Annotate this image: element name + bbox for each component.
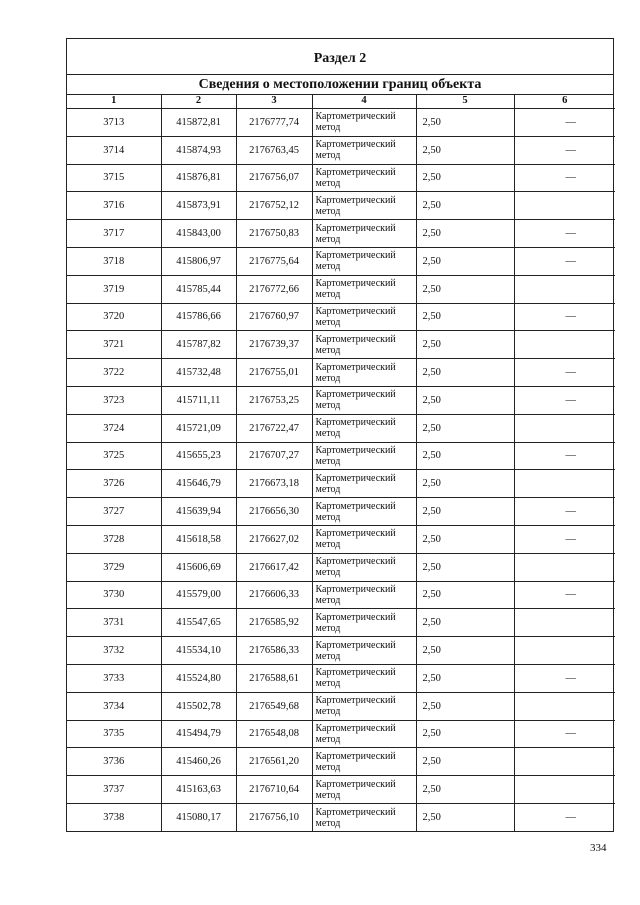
accuracy-cell: 2,50	[416, 414, 514, 442]
table-row	[67, 109, 615, 137]
note-cell: —	[514, 164, 615, 192]
boundary-coordinates-table	[67, 94, 615, 831]
column-header: 3	[236, 94, 312, 109]
method-cell: Картометрический метод	[312, 359, 416, 387]
table-row	[67, 498, 615, 526]
note-cell	[514, 609, 615, 637]
accuracy-cell: 2,50	[416, 164, 514, 192]
accuracy-cell: 2,50	[416, 498, 514, 526]
point-number-cell: 3715	[67, 164, 161, 192]
point-number-cell: 3735	[67, 720, 161, 748]
x-coordinate-cell: 415460,26	[161, 748, 236, 776]
table-row	[67, 414, 615, 442]
point-number-cell: 3713	[67, 109, 161, 137]
y-coordinate-cell: 2176752,12	[236, 192, 312, 220]
note-cell	[514, 553, 615, 581]
table-row	[67, 275, 615, 303]
column-header: 6	[514, 94, 615, 109]
accuracy-cell: 2,50	[416, 359, 514, 387]
x-coordinate-cell: 415655,23	[161, 442, 236, 470]
y-coordinate-cell: 2176548,08	[236, 720, 312, 748]
column-header: 4	[312, 94, 416, 109]
accuracy-cell: 2,50	[416, 331, 514, 359]
y-coordinate-cell: 2176586,33	[236, 637, 312, 665]
column-header: 1	[67, 94, 161, 109]
point-number-cell: 3727	[67, 498, 161, 526]
y-coordinate-cell: 2176722,47	[236, 414, 312, 442]
y-coordinate-cell: 2176750,83	[236, 220, 312, 248]
accuracy-cell: 2,50	[416, 136, 514, 164]
accuracy-cell: 2,50	[416, 525, 514, 553]
point-number-cell: 3738	[67, 803, 161, 831]
accuracy-cell: 2,50	[416, 720, 514, 748]
y-coordinate-cell: 2176585,92	[236, 609, 312, 637]
table-row	[67, 303, 615, 331]
y-coordinate-cell: 2176760,97	[236, 303, 312, 331]
note-cell: —	[514, 442, 615, 470]
column-header: 5	[416, 94, 514, 109]
y-coordinate-cell: 2176756,07	[236, 164, 312, 192]
note-cell: —	[514, 803, 615, 831]
method-cell: Картометрический метод	[312, 247, 416, 275]
accuracy-cell: 2,50	[416, 109, 514, 137]
accuracy-cell: 2,50	[416, 776, 514, 804]
section-subtitle: Сведения о местоположении границ объекта	[67, 75, 613, 95]
note-cell: —	[514, 386, 615, 414]
table-row	[67, 553, 615, 581]
note-cell: —	[514, 109, 615, 137]
accuracy-cell: 2,50	[416, 692, 514, 720]
note-cell: —	[514, 525, 615, 553]
y-coordinate-cell: 2176656,30	[236, 498, 312, 526]
point-number-cell: 3732	[67, 637, 161, 665]
accuracy-cell: 2,50	[416, 192, 514, 220]
x-coordinate-cell: 415534,10	[161, 637, 236, 665]
note-cell: —	[514, 581, 615, 609]
y-coordinate-cell: 2176756,10	[236, 803, 312, 831]
point-number-cell: 3726	[67, 470, 161, 498]
method-cell: Картометрический метод	[312, 164, 416, 192]
x-coordinate-cell: 415785,44	[161, 275, 236, 303]
method-cell: Картометрический метод	[312, 220, 416, 248]
method-cell: Картометрический метод	[312, 192, 416, 220]
y-coordinate-cell: 2176561,20	[236, 748, 312, 776]
x-coordinate-cell: 415646,79	[161, 470, 236, 498]
method-cell: Картометрический метод	[312, 303, 416, 331]
y-coordinate-cell: 2176617,42	[236, 553, 312, 581]
method-cell: Картометрический метод	[312, 720, 416, 748]
x-coordinate-cell: 415163,63	[161, 776, 236, 804]
y-coordinate-cell: 2176777,74	[236, 109, 312, 137]
method-cell: Картометрический метод	[312, 136, 416, 164]
y-coordinate-cell: 2176739,37	[236, 331, 312, 359]
note-cell	[514, 331, 615, 359]
table-row	[67, 442, 615, 470]
accuracy-cell: 2,50	[416, 247, 514, 275]
method-cell: Картометрический метод	[312, 109, 416, 137]
y-coordinate-cell: 2176772,66	[236, 275, 312, 303]
y-coordinate-cell: 2176549,68	[236, 692, 312, 720]
note-cell: —	[514, 664, 615, 692]
y-coordinate-cell: 2176673,18	[236, 470, 312, 498]
note-cell	[514, 776, 615, 804]
y-coordinate-cell: 2176753,25	[236, 386, 312, 414]
x-coordinate-cell: 415579,00	[161, 581, 236, 609]
point-number-cell: 3714	[67, 136, 161, 164]
y-coordinate-cell: 2176606,33	[236, 581, 312, 609]
note-cell	[514, 414, 615, 442]
x-coordinate-cell: 415639,94	[161, 498, 236, 526]
document-frame	[66, 38, 614, 832]
method-cell: Картометрический метод	[312, 609, 416, 637]
x-coordinate-cell: 415874,93	[161, 136, 236, 164]
table-row	[67, 136, 615, 164]
table-row	[67, 525, 615, 553]
accuracy-cell: 2,50	[416, 303, 514, 331]
table-row	[67, 470, 615, 498]
method-cell: Картометрический метод	[312, 470, 416, 498]
table-row	[67, 637, 615, 665]
y-coordinate-cell: 2176707,27	[236, 442, 312, 470]
table-row	[67, 720, 615, 748]
method-cell: Картометрический метод	[312, 525, 416, 553]
method-cell: Картометрический метод	[312, 442, 416, 470]
x-coordinate-cell: 415876,81	[161, 164, 236, 192]
x-coordinate-cell: 415711,11	[161, 386, 236, 414]
point-number-cell: 3728	[67, 525, 161, 553]
x-coordinate-cell: 415806,97	[161, 247, 236, 275]
note-cell: —	[514, 303, 615, 331]
method-cell: Картометрический метод	[312, 498, 416, 526]
table-body	[67, 109, 615, 832]
table-row	[67, 664, 615, 692]
x-coordinate-cell: 415547,65	[161, 609, 236, 637]
accuracy-cell: 2,50	[416, 553, 514, 581]
column-header: 2	[161, 94, 236, 109]
point-number-cell: 3720	[67, 303, 161, 331]
table-row	[67, 581, 615, 609]
method-cell: Картометрический метод	[312, 637, 416, 665]
x-coordinate-cell: 415618,58	[161, 525, 236, 553]
table-row	[67, 220, 615, 248]
point-number-cell: 3718	[67, 247, 161, 275]
table-row	[67, 164, 615, 192]
method-cell: Картометрический метод	[312, 275, 416, 303]
note-cell	[514, 275, 615, 303]
table-row	[67, 692, 615, 720]
note-cell	[514, 637, 615, 665]
x-coordinate-cell: 415872,81	[161, 109, 236, 137]
note-cell: —	[514, 220, 615, 248]
point-number-cell: 3733	[67, 664, 161, 692]
method-cell: Картометрический метод	[312, 664, 416, 692]
x-coordinate-cell: 415787,82	[161, 331, 236, 359]
point-number-cell: 3722	[67, 359, 161, 387]
accuracy-cell: 2,50	[416, 581, 514, 609]
table-row	[67, 359, 615, 387]
accuracy-cell: 2,50	[416, 748, 514, 776]
x-coordinate-cell: 415502,78	[161, 692, 236, 720]
table-row	[67, 386, 615, 414]
table-row	[67, 192, 615, 220]
accuracy-cell: 2,50	[416, 470, 514, 498]
method-cell: Картометрический метод	[312, 386, 416, 414]
method-cell: Картометрический метод	[312, 692, 416, 720]
y-coordinate-cell: 2176763,45	[236, 136, 312, 164]
table-row	[67, 776, 615, 804]
accuracy-cell: 2,50	[416, 609, 514, 637]
point-number-cell: 3731	[67, 609, 161, 637]
x-coordinate-cell: 415786,66	[161, 303, 236, 331]
accuracy-cell: 2,50	[416, 442, 514, 470]
point-number-cell: 3725	[67, 442, 161, 470]
note-cell	[514, 470, 615, 498]
note-cell	[514, 192, 615, 220]
table-row	[67, 609, 615, 637]
accuracy-cell: 2,50	[416, 386, 514, 414]
note-cell: —	[514, 247, 615, 275]
point-number-cell: 3730	[67, 581, 161, 609]
y-coordinate-cell: 2176588,61	[236, 664, 312, 692]
point-number-cell: 3724	[67, 414, 161, 442]
method-cell: Картометрический метод	[312, 331, 416, 359]
accuracy-cell: 2,50	[416, 637, 514, 665]
note-cell	[514, 748, 615, 776]
table-row	[67, 331, 615, 359]
accuracy-cell: 2,50	[416, 803, 514, 831]
x-coordinate-cell: 415080,17	[161, 803, 236, 831]
method-cell: Картометрический метод	[312, 553, 416, 581]
method-cell: Картометрический метод	[312, 414, 416, 442]
accuracy-cell: 2,50	[416, 275, 514, 303]
x-coordinate-cell: 415732,48	[161, 359, 236, 387]
method-cell: Картометрический метод	[312, 803, 416, 831]
y-coordinate-cell: 2176755,01	[236, 359, 312, 387]
x-coordinate-cell: 415721,09	[161, 414, 236, 442]
point-number-cell: 3737	[67, 776, 161, 804]
x-coordinate-cell: 415873,91	[161, 192, 236, 220]
x-coordinate-cell: 415524,80	[161, 664, 236, 692]
point-number-cell: 3734	[67, 692, 161, 720]
x-coordinate-cell: 415843,00	[161, 220, 236, 248]
note-cell: —	[514, 136, 615, 164]
point-number-cell: 3723	[67, 386, 161, 414]
accuracy-cell: 2,50	[416, 220, 514, 248]
point-number-cell: 3716	[67, 192, 161, 220]
point-number-cell: 3719	[67, 275, 161, 303]
y-coordinate-cell: 2176627,02	[236, 525, 312, 553]
x-coordinate-cell: 415494,79	[161, 720, 236, 748]
x-coordinate-cell: 415606,69	[161, 553, 236, 581]
note-cell	[514, 692, 615, 720]
point-number-cell: 3717	[67, 220, 161, 248]
point-number-cell: 3721	[67, 331, 161, 359]
point-number-cell: 3729	[67, 553, 161, 581]
accuracy-cell: 2,50	[416, 664, 514, 692]
note-cell: —	[514, 498, 615, 526]
method-cell: Картометрический метод	[312, 776, 416, 804]
table-row	[67, 748, 615, 776]
point-number-cell: 3736	[67, 748, 161, 776]
method-cell: Картометрический метод	[312, 748, 416, 776]
page-number: 334	[590, 842, 607, 854]
section-title: Раздел 2	[67, 39, 613, 75]
y-coordinate-cell: 2176710,64	[236, 776, 312, 804]
note-cell: —	[514, 359, 615, 387]
table-header-row	[67, 94, 615, 109]
table-row	[67, 803, 615, 831]
note-cell: —	[514, 720, 615, 748]
table-row	[67, 247, 615, 275]
y-coordinate-cell: 2176775,64	[236, 247, 312, 275]
method-cell: Картометрический метод	[312, 581, 416, 609]
